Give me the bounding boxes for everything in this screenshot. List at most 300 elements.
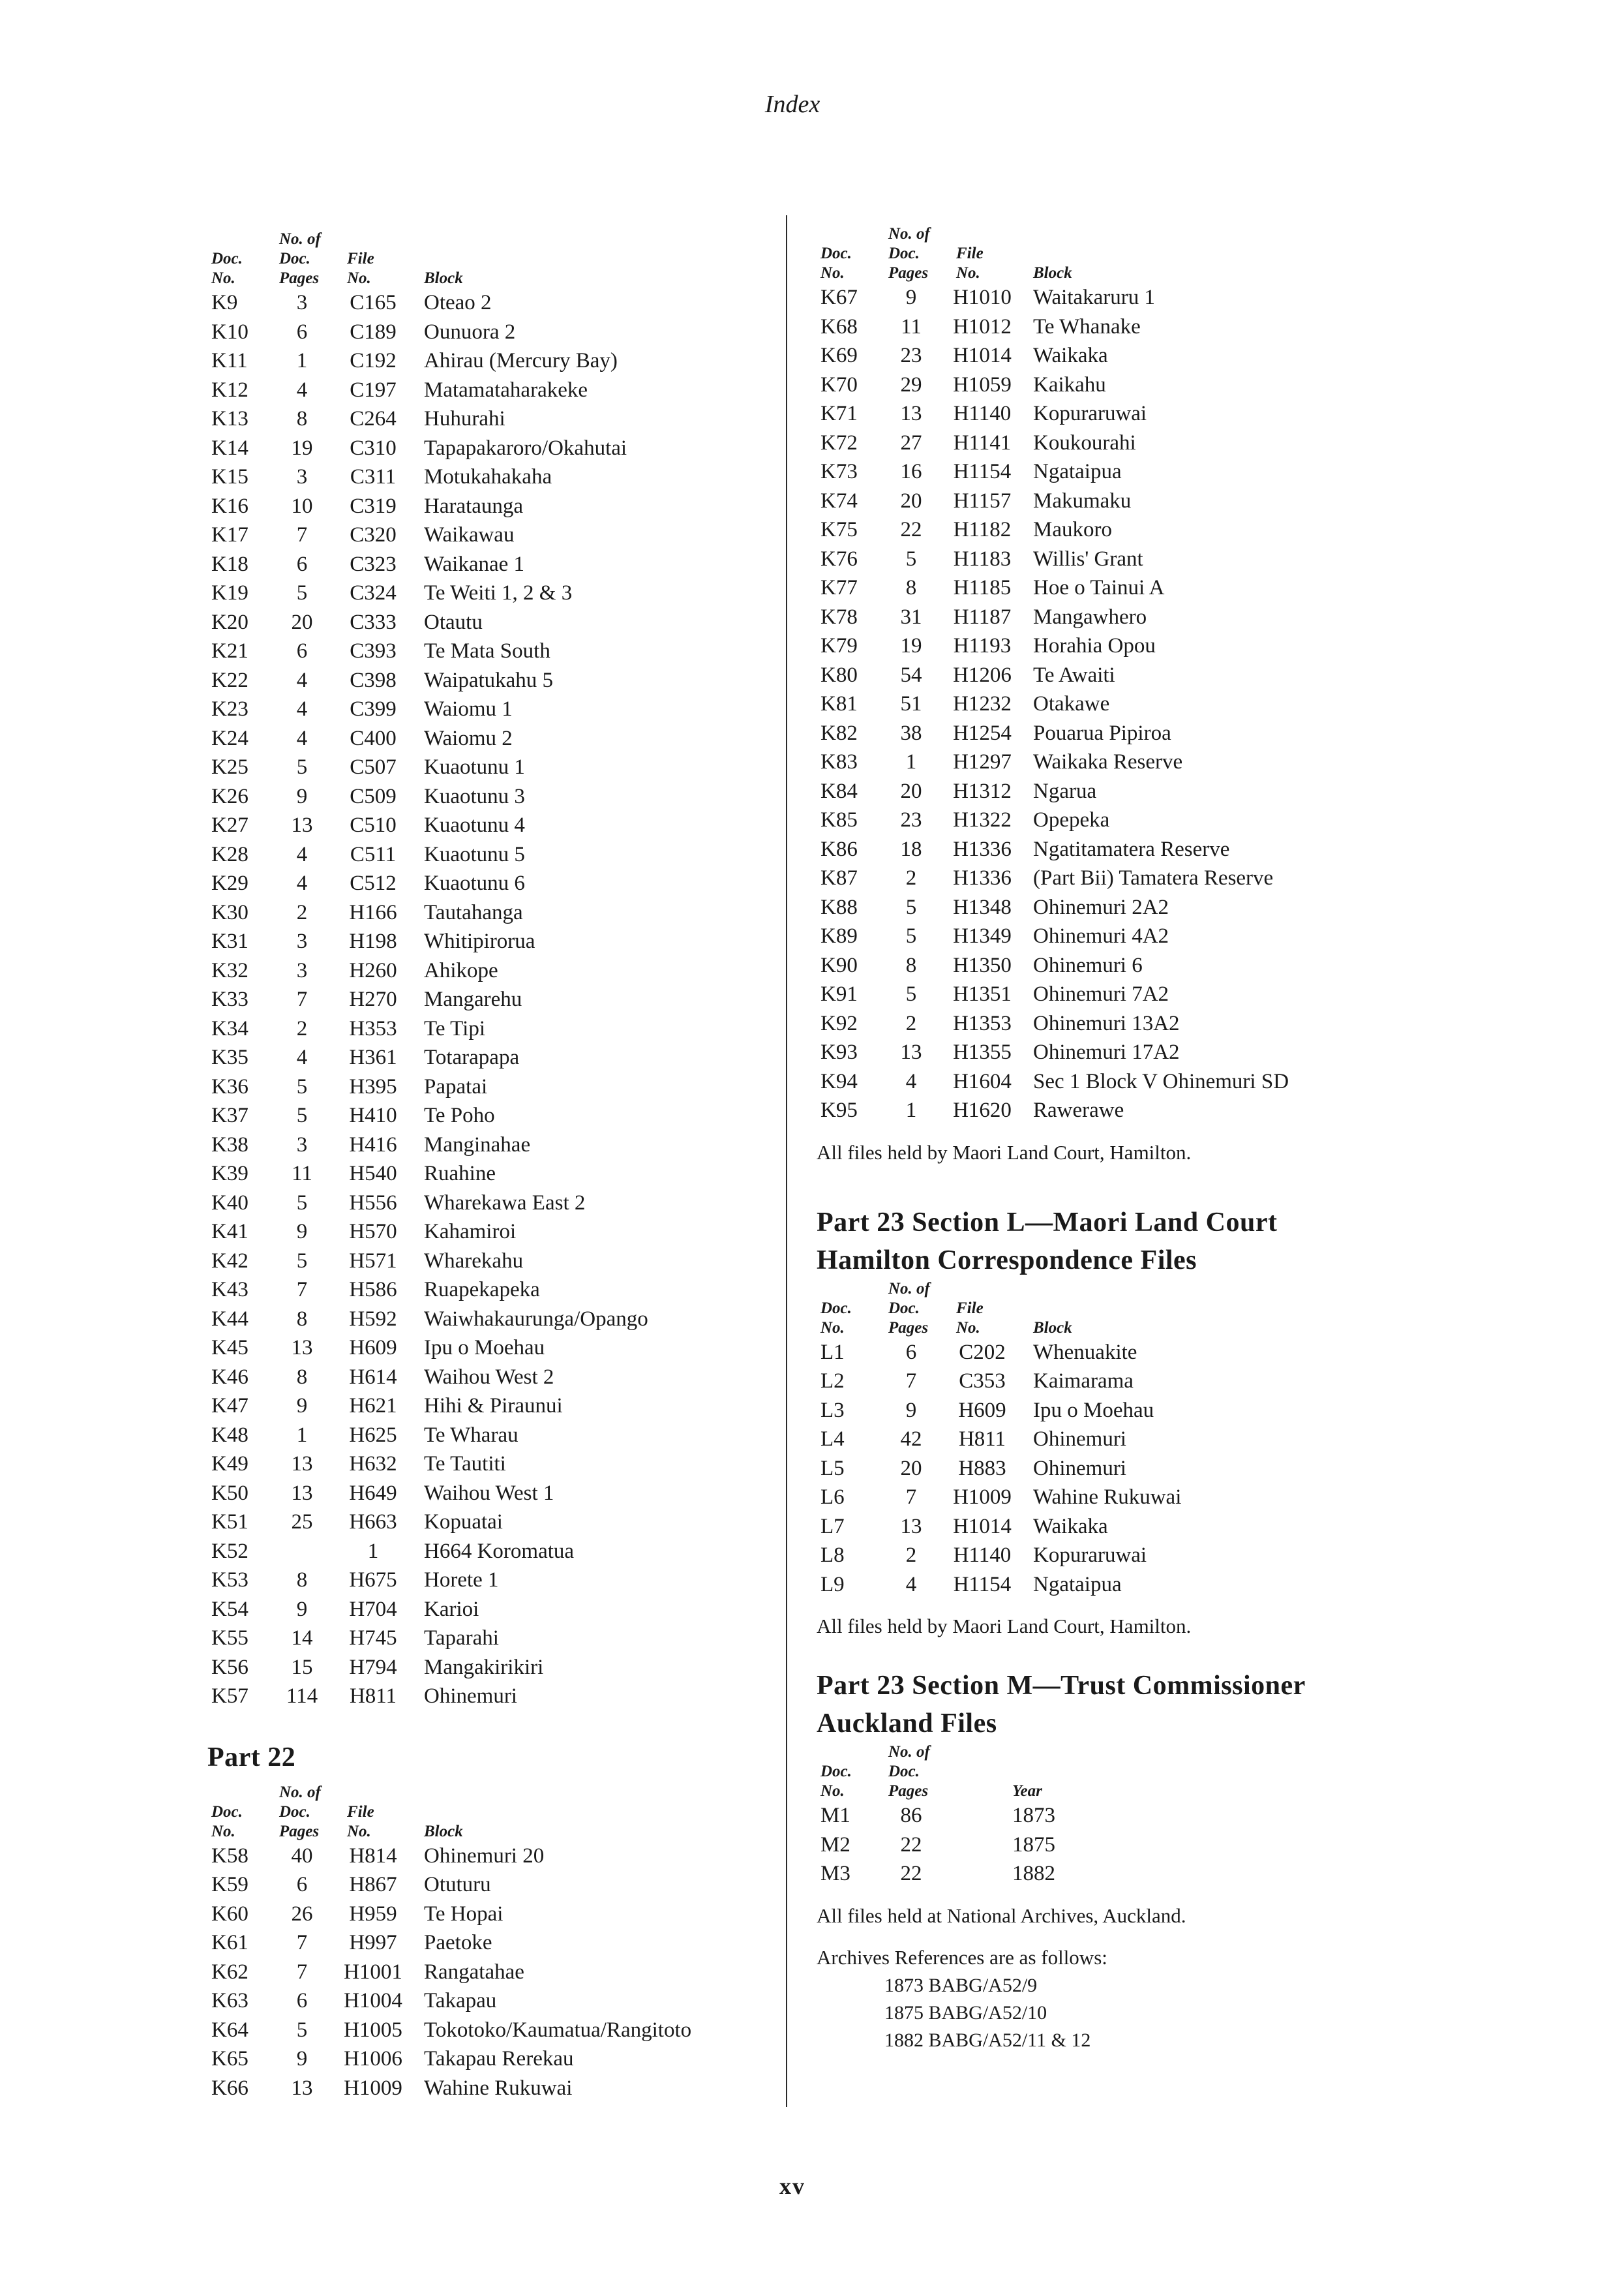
header-doc: Doc. No. [820, 1299, 852, 1337]
block-cell: Te Wharau [424, 1423, 519, 1447]
pages-cell: 7 [296, 1278, 308, 1301]
table-row [207, 1986, 794, 2016]
right-column [817, 207, 1417, 2054]
file-cell: C333 [350, 610, 397, 634]
file-cell: H609 [958, 1398, 1006, 1422]
table-row [817, 457, 1417, 487]
doc-cell: L5 [820, 1456, 845, 1480]
table-row [207, 1450, 794, 1479]
block-cell: Totarapapa [424, 1046, 520, 1069]
table-row [207, 1159, 794, 1189]
doc-cell: K87 [820, 866, 858, 890]
block-cell: H664 Koromatua [424, 1539, 575, 1563]
block-cell: Mangarehu [424, 988, 522, 1011]
block-cell: Kuaotunu 4 [424, 813, 525, 837]
table-row [817, 1830, 1417, 1860]
block-cell: Wahine Rukuwai [1033, 1485, 1182, 1509]
block-cell: Kaimarama [1033, 1369, 1134, 1393]
pages-cell: 40 [291, 1844, 313, 1868]
table-row [817, 1367, 1417, 1396]
section-title-line: Part 23 Section M—Trust Commissioner [817, 1671, 1306, 1701]
header-pages: No. of Doc. Pages [279, 1783, 321, 1840]
file-cell: C353 [959, 1369, 1006, 1393]
table-row [207, 2074, 794, 2103]
doc-cell: K29 [211, 872, 248, 895]
pages-cell: 25 [291, 1510, 313, 1534]
doc-cell: K79 [820, 634, 858, 658]
block-cell: Ohinemuri 2A2 [1033, 895, 1169, 919]
file-cell: C320 [350, 523, 397, 547]
doc-cell: K27 [211, 813, 248, 837]
header-file: File No. [956, 1299, 984, 1337]
block-cell: Pouarua Pipiroa [1033, 721, 1171, 745]
table-row [817, 980, 1417, 1009]
block-cell: Matamataharakeke [424, 378, 588, 402]
block-cell: Ohinemuri [1033, 1456, 1126, 1480]
doc-cell: K55 [211, 1626, 248, 1650]
doc-cell: K31 [211, 930, 248, 953]
file-cell: H1350 [953, 953, 1012, 977]
block-cell: Ohinemuri 13A2 [1033, 1011, 1180, 1035]
doc-cell: M2 [820, 1832, 850, 1857]
pages-cell: 7 [296, 988, 308, 1011]
pages-cell: 3 [296, 1132, 308, 1157]
pages-cell: 8 [905, 576, 917, 600]
table-row [817, 690, 1417, 719]
archives-ref: 1873 BABG/A52/9 [884, 1974, 1038, 1996]
table-row [817, 1541, 1417, 1570]
file-cell: H1182 [953, 518, 1012, 541]
pages-cell: 4 [905, 1572, 917, 1596]
file-cell: C197 [350, 378, 397, 402]
pages-cell: 54 [900, 663, 922, 687]
pages-cell: 31 [900, 605, 922, 629]
table-row [207, 724, 794, 753]
page-number: xv [779, 2173, 805, 2199]
pages-cell: 29 [900, 372, 922, 397]
pages-cell: 2 [296, 900, 308, 924]
doc-cell: K91 [820, 982, 858, 1006]
table-header [817, 1742, 1417, 1801]
pages-cell: 4 [296, 726, 308, 750]
pages-cell: 7 [905, 1485, 917, 1509]
block-cell: Sec 1 Block V Ohinemuri SD [1033, 1069, 1289, 1093]
doc-cell: K24 [211, 726, 248, 750]
table-row [817, 1009, 1417, 1039]
pages-cell: 7 [296, 523, 308, 547]
doc-cell: K64 [211, 2018, 248, 2042]
table-row [207, 608, 794, 637]
pages-cell: 4 [296, 842, 308, 866]
header-doc: Doc. No. [820, 245, 852, 282]
doc-cell: K43 [211, 1278, 248, 1301]
doc-cell: K20 [211, 610, 248, 634]
block-cell: Te Mata South [424, 639, 550, 663]
file-cell: H632 [349, 1452, 397, 1476]
table-row [817, 1067, 1417, 1097]
table-row [817, 835, 1417, 864]
table-row [207, 753, 794, 782]
block-cell: Ngarua [1033, 779, 1097, 803]
index-table-part22 [207, 1842, 794, 2103]
doc-cell: K63 [211, 1989, 248, 2012]
pages-cell: 11 [901, 314, 922, 339]
doc-cell: K41 [211, 1220, 248, 1243]
doc-cell: K35 [211, 1046, 248, 1069]
header-doc: Doc. No. [211, 1802, 243, 1840]
file-cell: H1206 [953, 663, 1012, 687]
pages-cell: 1 [905, 1099, 917, 1122]
block-cell: Oteao 2 [424, 291, 492, 314]
pages-cell: 13 [291, 1481, 313, 1505]
file-cell: H1336 [953, 837, 1012, 861]
pages-cell: 6 [296, 552, 308, 576]
file-cell: C507 [350, 755, 397, 779]
pages-cell: 18 [900, 837, 922, 861]
table-row [207, 1566, 794, 1595]
pages-cell: 51 [900, 692, 922, 716]
table-row [817, 341, 1417, 371]
pages-cell: 5 [296, 1074, 308, 1099]
archives-refs-list [817, 1972, 1417, 2054]
table-row [817, 283, 1417, 312]
block-cell: Waiwhakaurunga/Opango [424, 1307, 648, 1331]
block-cell: Horete 1 [424, 1568, 499, 1592]
block-cell: Otautu [424, 610, 483, 634]
doc-cell: K33 [211, 988, 248, 1011]
pages-cell: 5 [905, 547, 917, 571]
doc-cell: K9 [211, 291, 238, 314]
file-cell: C192 [350, 349, 397, 372]
table-row [817, 1425, 1417, 1454]
file-cell: H1010 [953, 286, 1012, 309]
table-row [817, 1859, 1417, 1889]
doc-cell: K18 [211, 552, 248, 576]
block-cell: Willis' Grant [1033, 547, 1143, 571]
doc-cell: K25 [211, 755, 248, 779]
pages-cell: 5 [905, 895, 917, 919]
doc-cell: K46 [211, 1365, 248, 1389]
block-cell: Harataunga [424, 494, 524, 518]
block-cell: Waikawau [424, 523, 515, 547]
header-pages: No. of Doc. Pages [888, 225, 930, 282]
block-cell: Kopuatai [424, 1510, 503, 1534]
block-cell: Wharekawa East 2 [424, 1191, 586, 1215]
block-cell: Takapau [424, 1989, 497, 2012]
table-row [207, 782, 794, 812]
doc-cell: M1 [820, 1804, 850, 1827]
table-row [207, 1508, 794, 1537]
table-row [207, 1928, 794, 1958]
table-row [207, 463, 794, 492]
doc-cell: K73 [820, 460, 858, 483]
table-header [207, 213, 794, 288]
doc-cell: K21 [211, 639, 248, 663]
block-cell: Karioi [424, 1597, 479, 1621]
doc-cell: K92 [820, 1011, 858, 1035]
doc-cell: K10 [211, 320, 248, 344]
pages-cell: 9 [296, 1220, 308, 1243]
doc-cell: K84 [820, 779, 858, 803]
table-row [207, 1363, 794, 1392]
file-cell: H1322 [953, 808, 1012, 832]
pages-cell: 9 [296, 2047, 308, 2071]
file-cell: C399 [350, 697, 397, 721]
pages-cell: 3 [296, 465, 308, 489]
table-row [207, 318, 794, 347]
block-cell: Motukahakaha [424, 465, 552, 489]
table-row [207, 1900, 794, 1929]
pages-cell: 23 [900, 344, 922, 367]
file-cell: H570 [349, 1220, 397, 1243]
block-cell: Te Poho [424, 1104, 495, 1127]
doc-cell: K49 [211, 1452, 248, 1476]
file-cell: H794 [349, 1655, 397, 1679]
file-cell: H1349 [953, 924, 1012, 948]
pages-cell: 9 [296, 1394, 308, 1418]
doc-cell: K72 [820, 431, 858, 455]
table-row [207, 695, 794, 724]
table-row [207, 1479, 794, 1508]
block-cell: Waikaka Reserve [1033, 750, 1183, 774]
doc-cell: K82 [820, 721, 858, 745]
block-cell: Waikaka [1033, 344, 1108, 367]
table-row [207, 1189, 794, 1218]
block-cell: Makumaku [1033, 489, 1132, 513]
pages-cell: 26 [291, 1902, 313, 1926]
file-cell: C202 [959, 1340, 1006, 1364]
block-cell: Ohinemuri 20 [424, 1844, 545, 1868]
table-row [207, 376, 794, 405]
file-cell: H1012 [953, 314, 1012, 339]
table-row [817, 1454, 1417, 1483]
doc-cell: L9 [820, 1572, 845, 1596]
block-cell: Ohinemuri [424, 1684, 517, 1708]
doc-cell: K70 [820, 372, 858, 397]
doc-cell: K12 [211, 378, 248, 402]
doc-cell: K67 [820, 286, 858, 309]
table-row [207, 404, 794, 434]
doc-cell: L2 [820, 1369, 845, 1393]
doc-cell: K61 [211, 1931, 248, 1954]
block-cell: Maukoro [1033, 518, 1112, 541]
file-cell: H1140 [953, 402, 1012, 425]
file-cell: H1254 [953, 721, 1012, 745]
block-cell: Ohinemuri 7A2 [1033, 982, 1169, 1006]
table-row [817, 515, 1417, 545]
table-header [817, 1279, 1417, 1338]
pages-cell: 3 [296, 930, 308, 953]
table-row [817, 371, 1417, 400]
pages-cell: 7 [296, 1960, 308, 1984]
doc-cell: K17 [211, 523, 248, 547]
pages-cell: 13 [900, 1040, 922, 1064]
pages-cell: 13 [900, 402, 922, 425]
block-cell: Waikanae 1 [424, 552, 525, 576]
block-cell: Rawerawe [1033, 1099, 1124, 1122]
section-title-line: Auckland Files [817, 1708, 997, 1739]
block-cell: Tokotoko/Kaumatua/Rangitoto [424, 2018, 692, 2042]
block-cell: Taparahi [424, 1626, 499, 1650]
doc-cell: K75 [820, 518, 858, 541]
block-cell: Te Hopai [424, 1902, 504, 1926]
table-row [817, 748, 1417, 777]
pages-cell: 13 [291, 1336, 313, 1359]
table-row [207, 869, 794, 898]
section-title-line: Hamilton Correspondence Files [817, 1245, 1197, 1275]
block-cell: Te Tipi [424, 1016, 485, 1040]
table-row [817, 1512, 1417, 1541]
doc-cell: K58 [211, 1844, 248, 1868]
pages-cell: 5 [296, 755, 308, 779]
file-cell: C189 [350, 320, 397, 344]
table-row [207, 1537, 794, 1566]
block-cell: Wahine Rukuwai [424, 2076, 573, 2100]
doc-cell: K62 [211, 1960, 248, 1984]
doc-cell: K32 [211, 958, 248, 982]
pages-cell: 9 [296, 1597, 308, 1621]
table-row [817, 1038, 1417, 1067]
file-cell: H1297 [953, 750, 1012, 774]
block-cell: Takapau Rerekau [424, 2047, 574, 2071]
pages-cell: 5 [296, 581, 308, 605]
pages-cell: 6 [296, 639, 308, 663]
block-cell: Ngatitamatera Reserve [1033, 837, 1230, 861]
table-row [207, 1624, 794, 1653]
file-cell: H1353 [953, 1011, 1012, 1035]
block-cell: Ohinemuri 6 [1033, 953, 1143, 977]
table-row [817, 1338, 1417, 1367]
archives-ref: 1882 BABG/A52/11 & 12 [884, 2029, 1091, 2051]
pages-cell: 7 [905, 1369, 917, 1393]
table-row [817, 777, 1417, 806]
block-cell: Ohinemuri 4A2 [1033, 924, 1169, 948]
block-cell: Tapapakaroro/Okahutai [424, 436, 627, 460]
file-cell: H592 [349, 1307, 397, 1331]
block-cell: Wharekahu [424, 1249, 524, 1273]
file-cell: C323 [350, 552, 397, 576]
header-block: Block [424, 1822, 463, 1840]
header-file: File No. [956, 245, 984, 282]
pages-cell: 3 [296, 291, 308, 314]
file-cell: H1351 [953, 982, 1012, 1006]
pages-cell: 9 [905, 286, 917, 309]
doc-cell: K85 [820, 808, 858, 832]
file-cell: H811 [349, 1684, 397, 1708]
table-row [207, 288, 794, 318]
pages-cell: 20 [900, 1456, 922, 1480]
file-cell: H609 [349, 1336, 397, 1359]
file-cell: H353 [349, 1016, 397, 1040]
section-title-l [817, 1204, 1417, 1279]
table-header [817, 207, 1417, 283]
file-cell: H1014 [953, 344, 1012, 367]
pages-cell: 5 [296, 1249, 308, 1273]
doc-cell: K74 [820, 489, 858, 513]
header-pages: No. of Doc. Pages [279, 230, 321, 287]
doc-cell: K76 [820, 547, 858, 571]
header-doc: Doc. No. [820, 1763, 852, 1800]
file-cell: C398 [350, 668, 397, 692]
block-cell: Horahia Opou [1033, 634, 1156, 658]
block-cell: Kuaotunu 6 [424, 872, 525, 895]
file-cell: H416 [349, 1132, 397, 1157]
header-block: Block [1033, 264, 1072, 282]
doc-cell: K36 [211, 1074, 248, 1099]
block-cell: Waitakaruru 1 [1033, 286, 1156, 309]
table-row [207, 1043, 794, 1072]
doc-cell: K89 [820, 924, 858, 948]
pages-cell: 20 [900, 489, 922, 513]
pages-cell: 114 [286, 1684, 318, 1708]
doc-cell: L1 [820, 1340, 845, 1364]
file-cell: H1348 [953, 895, 1012, 919]
table-row [207, 1333, 794, 1363]
doc-cell: K93 [820, 1040, 858, 1064]
block-cell: Ipu o Moehau [424, 1336, 545, 1359]
file-cell: H556 [349, 1191, 397, 1215]
table-row [207, 2016, 794, 2045]
table-row [207, 927, 794, 956]
doc-cell: K37 [211, 1104, 248, 1127]
block-cell: Paetoke [424, 1931, 492, 1954]
table-row [207, 1101, 794, 1131]
file-cell: H649 [349, 1481, 397, 1505]
pages-cell: 9 [905, 1398, 917, 1422]
pages-cell: 8 [905, 953, 917, 977]
table-row [817, 631, 1417, 661]
pages-cell: 7 [296, 1931, 308, 1954]
pages-cell: 4 [296, 1046, 308, 1069]
year-cell: 1882 [1012, 1862, 1055, 1885]
file-cell: C393 [350, 639, 397, 663]
pages-cell: 2 [905, 1011, 917, 1035]
file-cell: H410 [349, 1104, 397, 1127]
pages-cell: 6 [296, 1873, 308, 1896]
block-cell: Waihou West 1 [424, 1481, 554, 1505]
pages-cell: 3 [296, 958, 308, 982]
index-table-k67-k95 [817, 283, 1417, 1125]
table-row [207, 492, 794, 521]
doc-cell: K56 [211, 1655, 248, 1679]
file-cell: H1059 [953, 372, 1012, 397]
pages-cell: 38 [900, 721, 922, 745]
pages-cell: 2 [296, 1016, 308, 1040]
file-cell: C165 [350, 291, 397, 314]
table-row [207, 1421, 794, 1450]
table-row [207, 1072, 794, 1102]
table-row [207, 1870, 794, 1900]
file-cell: H361 [349, 1046, 397, 1069]
table-row [817, 1570, 1417, 1600]
doc-cell: K77 [820, 576, 858, 600]
table-row [817, 661, 1417, 690]
doc-cell: K30 [211, 900, 248, 924]
table-row [207, 666, 794, 695]
block-cell: Ounuora 2 [424, 320, 516, 344]
block-cell: Whitipirorua [424, 930, 535, 953]
doc-cell: K95 [820, 1099, 858, 1122]
file-cell: H1312 [953, 779, 1012, 803]
pages-cell: 19 [291, 436, 313, 460]
file-cell: C264 [350, 407, 397, 431]
block-cell: Ngataipua [1033, 460, 1122, 483]
header-file: File No. [347, 1802, 374, 1840]
archives-refs-intro: Archives References are as follows: [817, 1945, 1107, 1969]
doc-cell: K86 [820, 837, 858, 861]
index-table-part21 [207, 288, 794, 1711]
pages-cell: 10 [291, 494, 313, 518]
